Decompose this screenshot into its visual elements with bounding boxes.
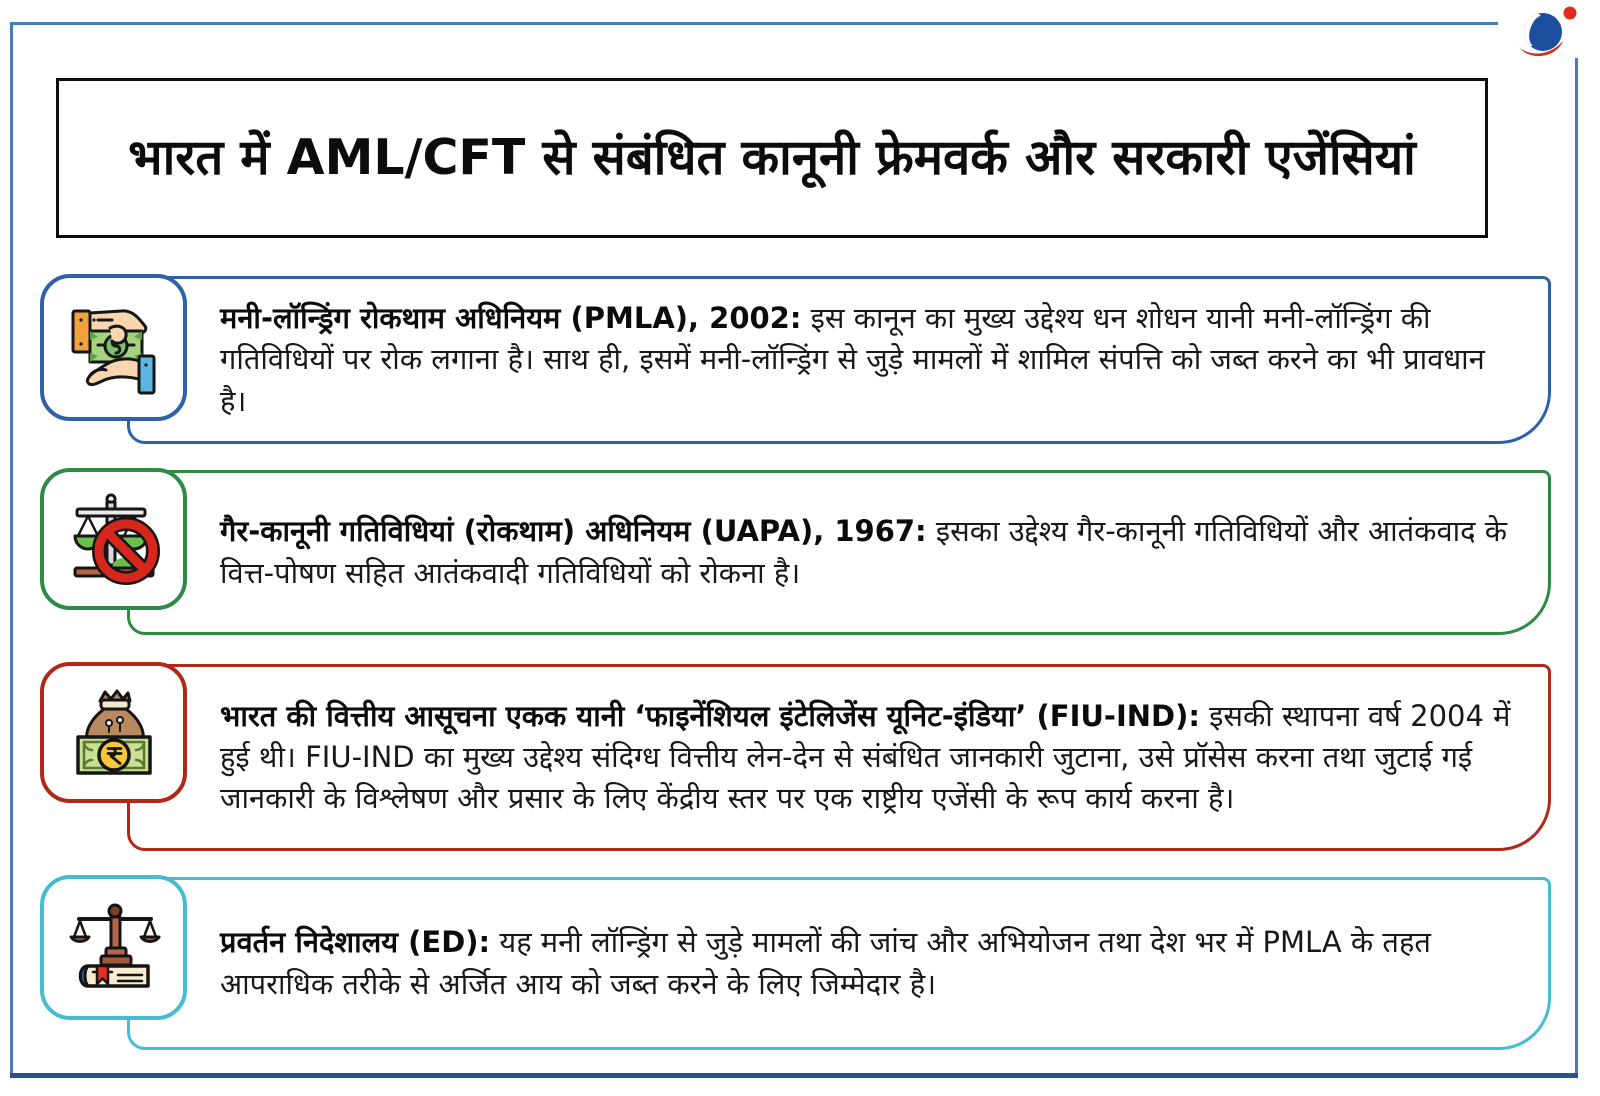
infographic-title: भारत में AML/CFT से संबंधित कानूनी फ्रेमवर्क और सरकारी एजेंसियां	[128, 129, 1416, 187]
section-uapa-text	[220, 511, 1514, 593]
section-ed-text	[220, 922, 1514, 1004]
section-ed-textbox	[127, 877, 1551, 1050]
scales-on-book-icon	[64, 898, 164, 998]
section-pmla-textbox	[127, 276, 1551, 444]
section-uapa-textbox	[127, 470, 1551, 635]
section-fiu-ind-body: इसकी स्थापना वर्ष 2004 में हुई थी। FIU-IND का मुख्य उद्देश्य संदिग्ध वित्तीय लेन-देन से संबंधित जानकारी जुटाना, उसे प्रॉसेस करना तथा जुटाई गई जानकारी के विश्लेषण और प्रसार के लिए केंद्रीय स्तर पर एक राष्ट्रीय एजेंसी के रूप कार्य करना है।	[220, 698, 1511, 816]
section-ed-body: यह मनी लॉन्ड्रिंग से जुड़े मामलों की जांच और अभियोजन तथा देश भर में PMLA के तहत आपराधिक तरीके से अर्जित आय को जब्त करने के लिए जिम्मेदार है।	[220, 925, 1431, 1001]
section-ed-heading: प्रवर्तन निदेशालय (ED):	[220, 925, 491, 960]
drishti-ias-logo-icon	[1512, 2, 1578, 60]
section-pmla-heading: मनी-लॉन्ड्रिंग रोकथाम अधिनियम (PMLA), 2002:	[220, 301, 802, 336]
section-fiu-ind-iconbox	[40, 662, 187, 803]
section-pmla-text	[220, 298, 1514, 422]
section-pmla-body: इस कानून का मुख्य उद्देश्य धन शोधन यानी मनी-लॉन्ड्रिंग की गतिविधियों पर रोक लगाना है। साथ ही, इसमें मनी-लॉन्ड्रिंग से जुड़े मामलों में शामिल संपत्ति को जब्त करने का भी प्रावधान है।	[220, 301, 1485, 418]
section-uapa-iconbox	[40, 468, 187, 610]
section-uapa-heading: गैर-कानूनी गतिविधियां (रोकथाम) अधिनियम (UAPA), 1967:	[220, 514, 927, 549]
hand-giving-money-icon	[64, 298, 164, 398]
scales-prohibition-icon	[64, 489, 164, 589]
section-pmla-iconbox	[40, 274, 187, 421]
section-uapa-body: इसका उद्देश्य गैर-कानूनी गतिविधियों और आतंकवाद के वित्त-पोषण सहित आतंकवादी गतिविधियों को रोकना है।	[220, 514, 1507, 590]
section-fiu-ind-text	[220, 696, 1514, 820]
money-bag-icon	[64, 683, 164, 783]
section-fiu-ind-heading: भारत की वित्तीय आसूचना एकक यानी ‘फाइनेंशियल इंटेलिजेंस यूनिट-इंडिया’ (FIU-IND):	[220, 698, 1200, 733]
brand-logo	[1498, 0, 1590, 58]
section-fiu-ind-textbox	[127, 664, 1551, 851]
title-box	[56, 78, 1488, 238]
footer-bar	[10, 1073, 1578, 1078]
section-ed-iconbox	[40, 875, 187, 1020]
